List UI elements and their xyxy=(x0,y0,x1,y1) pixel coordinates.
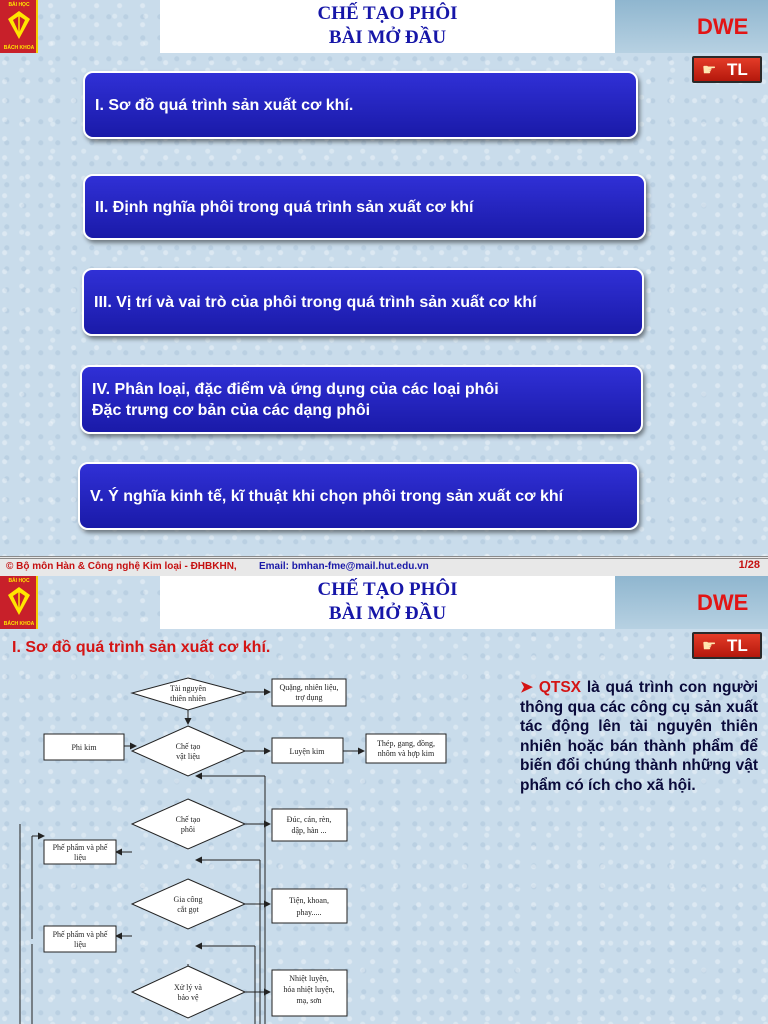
logo-text-bottom-2: BÁCH KHOA xyxy=(3,621,35,627)
box-metallurgy-text: Luyện kim xyxy=(289,747,325,756)
menu-item-4-line-2: Đặc trưng cơ bản của các dạng phôi xyxy=(92,401,371,419)
box-nonmetal-text: Phi kim xyxy=(71,743,97,752)
box-ore-fuel-line-1: Quặng, nhiên liệu, xyxy=(279,683,339,692)
menu-item-4-line-1: IV. Phân loại, đặc điểm và ứng dụng của các loại phôi xyxy=(92,380,499,398)
slide-title-2: CHẾ TẠO PHÔI xyxy=(317,579,458,600)
tl-nav-button-2[interactable] xyxy=(692,632,762,659)
qtsx-definition: là quá trình con người thông qua các công cụ sản xuất tác động lên tài nguyên thiên nhiên hoặc bán thành phẩm để biến đổi chúng thành những vật phẩm có ích cho xã hội. xyxy=(520,679,758,794)
node-material-making-line-2: vật liệu xyxy=(176,752,200,761)
menu-item-5-text: V. Ý nghĩa kinh tế, kĩ thuật khi chọn phôi trong sản xuất cơ khí xyxy=(90,487,564,505)
menu-item-3[interactable] xyxy=(82,268,644,336)
qtsx-keyword: QTSX xyxy=(538,679,582,696)
slide-header-2 xyxy=(0,576,768,629)
logo-emblem-icon xyxy=(6,9,32,41)
university-logo xyxy=(0,0,38,53)
section-title: I. Sơ đồ quá trình sản xuất cơ khí. xyxy=(12,639,271,656)
box-casting xyxy=(272,809,347,841)
pointing-hand-icon: ☛ xyxy=(702,638,717,655)
node-material-making xyxy=(132,726,245,776)
slide-title: CHẾ TẠO PHÔI xyxy=(317,3,458,24)
menu-item-2-text: II. Định nghĩa phôi trong quá trình sản xuất cơ khí xyxy=(95,198,474,216)
box-turning-line-1: Tiện, khoan, xyxy=(289,896,329,905)
box-waste-1-line-2: liệu xyxy=(74,853,86,862)
box-turning xyxy=(272,889,347,923)
logo-emblem-icon xyxy=(6,585,32,617)
slide-footer xyxy=(0,556,768,576)
brand-label: DWE xyxy=(697,14,749,39)
logo-text-top-2: BẢI HỌC xyxy=(8,578,30,584)
box-waste-2-line-1: Phế phẩm và phế xyxy=(52,930,108,939)
tl-nav-label: TL xyxy=(727,60,748,79)
box-waste-2-line-2: liệu xyxy=(74,940,86,949)
slide-subtitle: BÀI MỞ ĐẦU xyxy=(328,27,447,48)
logo-text-top: BẢI HỌC xyxy=(8,2,30,8)
box-heat-treatment-line-3: mạ, sơn xyxy=(296,996,322,1005)
box-metals-line-2: nhôm và hợp kim xyxy=(377,749,435,758)
brand-label-2: DWE xyxy=(697,590,749,615)
node-treatment xyxy=(132,966,245,1018)
title-band-2 xyxy=(160,576,615,629)
menu-item-3-text: III. Vị trí và vai trò của phôi trong quá trình sản xuất cơ khí xyxy=(94,293,537,311)
node-blank-making-line-2: phôi xyxy=(180,825,196,834)
logo-text-bottom: BÁCH KHOA xyxy=(3,45,35,51)
node-blank-making xyxy=(132,799,245,849)
production-flowchart xyxy=(0,674,460,1024)
footer-email[interactable]: Email: bmhan-fme@mail.hut.edu.vn xyxy=(259,561,429,572)
bullet-arrow-icon: ➤ xyxy=(520,679,533,696)
box-turning-line-2: phay..... xyxy=(296,908,322,917)
footer-credit: © Bộ môn Hàn & Công nghệ Kim loại - ĐHBKHN, xyxy=(6,561,237,572)
tl-nav-button[interactable] xyxy=(692,56,762,83)
node-treatment-line-1: Xử lý và xyxy=(174,983,202,992)
qtsx-description xyxy=(520,678,758,795)
pointing-hand-icon: ☛ xyxy=(702,62,717,79)
node-machining-line-1: Gia công xyxy=(173,895,203,904)
node-material-making-line-1: Chế tạo xyxy=(175,742,201,751)
node-machining xyxy=(132,879,245,929)
slide-header xyxy=(0,0,768,53)
slide-subtitle-2: BÀI MỞ ĐẦU xyxy=(328,603,447,624)
page-number: 1/28 xyxy=(738,559,760,571)
university-logo-2 xyxy=(0,576,38,629)
title-band xyxy=(160,0,615,53)
node-machining-line-2: cắt gọt xyxy=(177,905,199,914)
menu-item-2[interactable] xyxy=(83,174,646,240)
node-treatment-line-2: bảo vệ xyxy=(177,993,199,1002)
box-casting-line-2: dập, hàn ... xyxy=(291,826,327,835)
box-heat-treatment-line-2: hóa nhiệt luyện, xyxy=(283,985,335,994)
menu-item-1-text: I. Sơ đồ quá trình sản xuất cơ khí. xyxy=(95,96,354,114)
menu-item-5[interactable] xyxy=(78,462,639,530)
menu-item-1[interactable] xyxy=(83,71,638,139)
node-natural-resources-line-2: thiên nhiên xyxy=(170,694,206,703)
box-casting-line-1: Đúc, cán, rèn, xyxy=(286,815,332,824)
node-natural-resources-line-1: Tài nguyên xyxy=(169,684,207,693)
box-metals-line-1: Thép, gang, đồng, xyxy=(377,739,435,748)
box-heat-treatment-line-1: Nhiệt luyện, xyxy=(289,974,329,983)
box-ore-fuel-line-2: trợ dụng xyxy=(295,693,323,702)
box-waste-1-line-1: Phế phẩm và phế xyxy=(52,843,108,852)
node-blank-making-line-1: Chế tạo xyxy=(175,815,201,824)
slide-2 xyxy=(0,576,768,1024)
tl-nav-label-2: TL xyxy=(727,636,748,655)
menu-item-4[interactable] xyxy=(80,365,643,434)
